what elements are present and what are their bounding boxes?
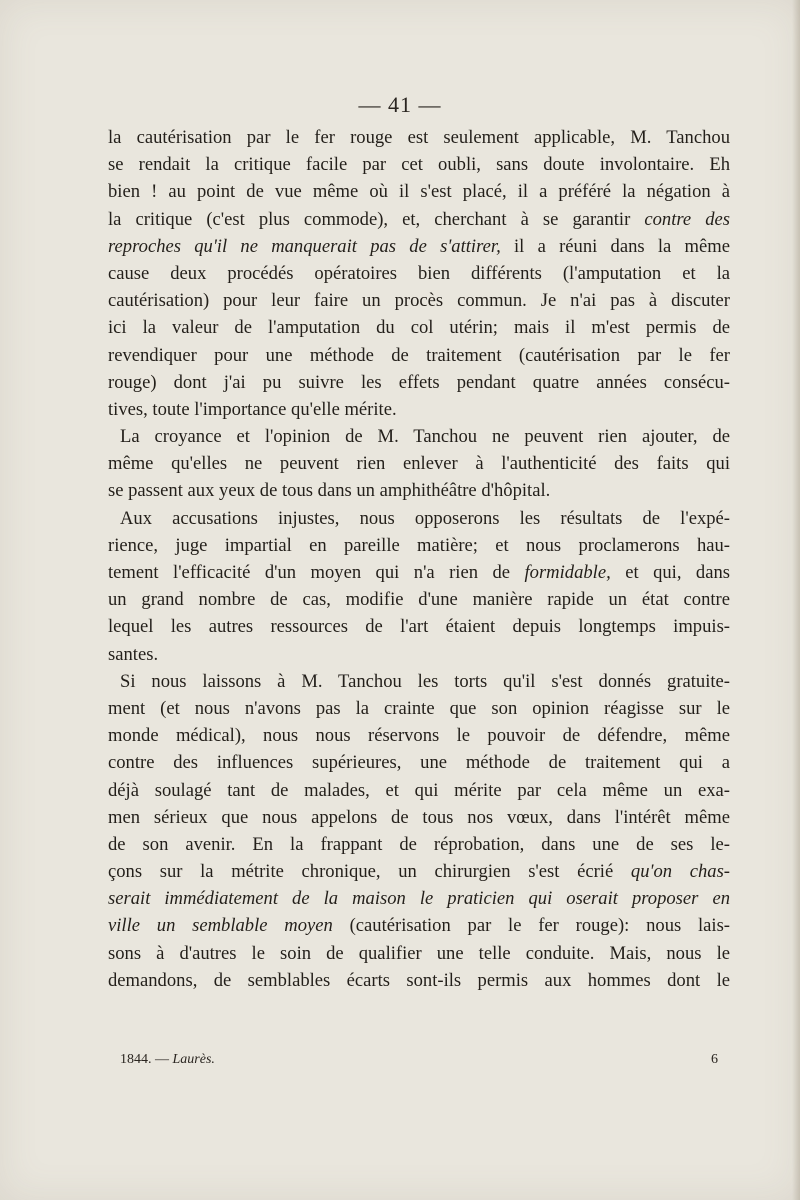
text-line [108, 233, 730, 260]
text-line [108, 260, 730, 287]
text-segment: demandons, de semblables écarts sont-ils permis aux hommes dont le [108, 969, 730, 991]
text-segment: la cautérisation par le fer rouge est seulement applicable, M. Tanchou [108, 127, 730, 148]
text-segment: sons à d'autres le soin de qualifier une telle conduite. Mais, nous le [108, 942, 730, 964]
text-line [108, 831, 730, 858]
text-line [108, 178, 730, 205]
text-segment: monde médical), nous nous réservons le pouvoir de défendre, même [108, 725, 730, 747]
text-segment: (cautérisation par le fer rouge): nous lais- [332, 915, 731, 937]
text-line [108, 804, 730, 831]
text-line [108, 885, 730, 912]
signature-mark: 6 [711, 1052, 718, 1067]
text-line [108, 314, 730, 341]
text-line [108, 777, 730, 804]
signature-year: 1844. — [120, 1052, 173, 1067]
text-segment: cause deux procédés opératoires bien différents (l'amputation et la [108, 262, 730, 284]
text-line [108, 450, 730, 477]
body-text [108, 124, 730, 994]
text-segment: bien ! au point de vue même où il s'est placé, il a préféré la négation à [108, 181, 730, 203]
text-segment: lequel les autres ressources de l'art étaient depuis longtemps impuis- [108, 616, 730, 638]
text-line [108, 613, 730, 640]
text-line [108, 396, 730, 423]
text-segment: il a réuni dans la même [500, 235, 730, 257]
text-segment: cautérisation) pour leur faire un procès commun. Je n'ai pas à discuter [108, 290, 730, 312]
page-edge-shadow [792, 0, 800, 1200]
text-segment: même qu'elles ne peuvent rien enlever à l'authenticité des faits qui [108, 453, 730, 475]
text-line [108, 722, 730, 749]
printer-signature [120, 1052, 215, 1068]
text-line [108, 532, 730, 559]
italic-text: contre des [644, 208, 731, 230]
text-line [108, 749, 730, 776]
text-line [108, 940, 730, 967]
text-line [108, 342, 730, 369]
text-segment: et qui, dans [610, 562, 731, 583]
text-segment: santes. [108, 643, 159, 665]
text-line [108, 858, 730, 885]
text-line [108, 124, 730, 151]
text-segment: se rendait la critique facile par cet oubli, sans doute involontaire. Eh [108, 154, 730, 176]
text-segment: La croyance et l'opinion de M. Tanchou ne peuvent rien ajouter, de [120, 426, 730, 448]
text-line [108, 912, 730, 939]
text-segment: tement l'efficacité d'un moyen qui n'a rien de [108, 562, 525, 583]
text-line [108, 505, 730, 532]
text-segment: déjà soulagé tant de malades, et qui mérite par cela même un exa- [108, 779, 730, 801]
text-line [108, 287, 730, 314]
text-segment: de son avenir. En la frappant de réprobation, dans une de ses le- [108, 833, 730, 855]
italic-text: reproches qu'il ne manquerait pas de s'attirer, [108, 235, 501, 257]
text-segment: un grand nombre de cas, modifie d'une manière rapide un état contre [108, 589, 730, 611]
text-segment: rouge) dont j'ai pu suivre les effets pendant quatre années consécu- [108, 371, 730, 393]
italic-text: serait immédiatement de la maison le praticien qui oserait proposer en [108, 888, 730, 910]
text-segment: revendiquer pour une méthode de traitement (cautérisation par le fer [108, 344, 730, 366]
text-segment: Aux accusations injustes, nous opposerons les résultats de l'expé- [120, 507, 730, 529]
text-segment: ment (et nous n'avons pas la crainte que son opinion réagisse sur le [108, 697, 730, 719]
text-line [108, 151, 730, 178]
italic-text: qu'on chas- [630, 861, 730, 883]
text-segment: rience, juge impartial en pareille matière; et nous proclamerons hau- [108, 534, 730, 556]
text-line [108, 206, 730, 233]
text-segment: contre des influences supérieures, une méthode de traitement qui a [108, 752, 730, 774]
text-segment: tives, toute l'importance qu'elle mérite. [108, 398, 397, 420]
text-line [108, 477, 730, 504]
text-segment: la critique (c'est plus commode), et, cherchant à se garantir [108, 208, 645, 230]
text-line [108, 559, 730, 586]
text-segment: Si nous laissons à M. Tanchou les torts qu'il s'est donnés gratuite- [120, 670, 730, 692]
text-line [108, 695, 730, 722]
text-line [108, 369, 730, 396]
signature-name: Laurès. [172, 1052, 215, 1067]
text-segment: se passent aux yeux de tous dans un amphithéâtre d'hôpital. [108, 480, 551, 502]
text-line [108, 967, 730, 994]
text-line [108, 423, 730, 450]
page-footer [108, 1052, 730, 1072]
text-segment: ici la valeur de l'amputation du col utérin; mais il m'est permis de [108, 317, 730, 339]
text-line [108, 641, 730, 668]
italic-text: ville un semblable moyen [108, 915, 333, 937]
text-line [108, 586, 730, 613]
text-line [108, 668, 730, 695]
page-number: — 41 — [358, 92, 442, 117]
text-segment: çons sur la métrite chronique, un chirurgien s'est écrié [108, 861, 631, 883]
italic-text: formidable, [524, 562, 611, 583]
text-segment: men sérieux que nous appelons de tous nos vœux, dans l'intérêt même [108, 806, 730, 828]
